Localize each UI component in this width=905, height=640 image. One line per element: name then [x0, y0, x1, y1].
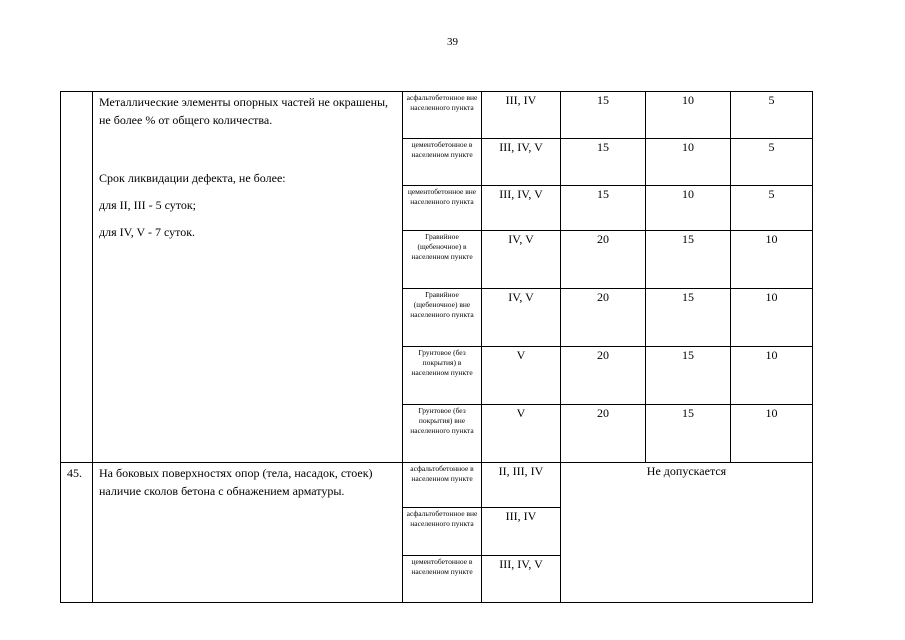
value-cell: 15 [646, 231, 731, 289]
road-type-cell: Гравийное (щебеночное) вне населенного пункта [403, 289, 482, 347]
category-cell: III, IV, V [482, 139, 561, 186]
description-text: Металлические элементы опорных частей не окрашены, не более % от общего количества. [99, 95, 389, 127]
value-cell: 20 [561, 347, 646, 405]
not-allowed-cell: Не допускается [561, 463, 813, 603]
category-cell: III, IV, V [482, 556, 561, 603]
item-description-cell [93, 92, 403, 463]
value-cell: 15 [561, 92, 646, 139]
road-type-cell: цементобетонное в населенном пункте [403, 139, 482, 186]
value-cell: 5 [731, 186, 813, 231]
category-cell: V [482, 347, 561, 405]
category-cell: III, IV [482, 92, 561, 139]
value-cell: 15 [561, 139, 646, 186]
item-number-cell [61, 92, 93, 463]
value-cell: 10 [731, 405, 813, 463]
deadline-line: для IV, V - 7 суток. [99, 225, 196, 239]
table-row [61, 463, 813, 508]
value-cell: 15 [646, 289, 731, 347]
road-type-cell: асфальтобетонное в населенном пункте [403, 463, 482, 508]
category-cell: III, IV [482, 508, 561, 556]
item-description-cell: На боковых поверхностях опор (тела, насадок, стоек) наличие сколов бетона с обнажением арматуры. [93, 463, 403, 603]
road-type-cell: Грунтовое (без покрытия) вне населенного пункта [403, 405, 482, 463]
category-cell: III, IV, V [482, 186, 561, 231]
value-cell: 10 [646, 186, 731, 231]
category-cell: V [482, 405, 561, 463]
value-cell: 10 [731, 231, 813, 289]
value-cell: 5 [731, 139, 813, 186]
requirements-table [60, 91, 813, 603]
road-type-cell: Грунтовое (без покрытия) в населенном пункте [403, 347, 482, 405]
road-type-cell: асфальтобетонное вне населенного пункта [403, 92, 482, 139]
value-cell: 10 [731, 347, 813, 405]
value-cell: 5 [731, 92, 813, 139]
page-number: 39 [447, 36, 458, 48]
value-cell: 15 [561, 186, 646, 231]
value-cell: 10 [646, 92, 731, 139]
road-type-cell: Гравийное (щебеночное) в населенном пункте [403, 231, 482, 289]
value-cell: 15 [646, 347, 731, 405]
road-type-cell: цементобетонное в населенном пункте [403, 556, 482, 603]
value-cell: 20 [561, 405, 646, 463]
value-cell: 20 [561, 231, 646, 289]
category-cell: IV, V [482, 289, 561, 347]
category-cell: II, III, IV [482, 463, 561, 508]
table-row [61, 92, 813, 139]
road-type-cell: асфальтобетонное вне населенного пункта [403, 508, 482, 556]
category-cell: IV, V [482, 231, 561, 289]
value-cell: 10 [646, 139, 731, 186]
value-cell: 10 [731, 289, 813, 347]
value-cell: 20 [561, 289, 646, 347]
deadline-line: для II, III - 5 суток; [99, 198, 197, 212]
item-number-cell: 45. [61, 463, 93, 603]
value-cell: 15 [646, 405, 731, 463]
road-type-cell: цементобетонное вне населенного пункта [403, 186, 482, 231]
deadline-heading: Срок ликвидации дефекта, не более: [99, 171, 286, 185]
